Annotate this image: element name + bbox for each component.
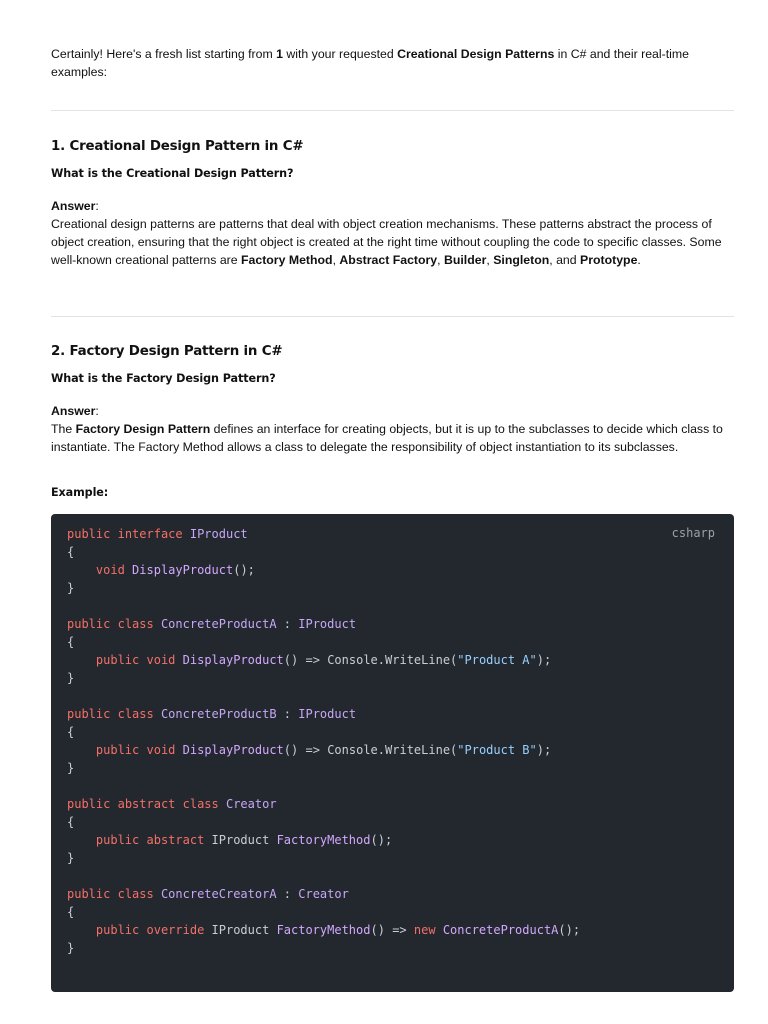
code-line (67, 687, 580, 705)
code-line: } (67, 581, 75, 595)
code-line: public abstract IProduct FactoryMethod(); (95, 833, 393, 847)
pattern-builder: Builder (444, 253, 487, 267)
code-line (67, 777, 580, 795)
separator: , (486, 253, 494, 267)
intro-bold-1: 1 (276, 47, 283, 61)
answer-label: Answer (51, 199, 96, 213)
code-line: public void DisplayProduct() => Console.WriteLine("Product B"); (95, 743, 552, 757)
section-1-heading: 1. Creational Design Pattern in C# (51, 139, 304, 154)
code-line: { (67, 635, 75, 649)
code-language-label: csharp (671, 526, 715, 540)
intro-text-3: in C# and their real-time examples: (51, 47, 689, 79)
pattern-singleton: Singleton (493, 253, 550, 267)
code-line: } (67, 851, 75, 865)
code-line: { (67, 815, 75, 829)
code-line: public class ConcreteProductA : IProduct (67, 617, 357, 631)
sentence-end: . (637, 253, 641, 267)
example-label: Example: (51, 486, 109, 499)
section-1-question: What is the Creational Design Pattern? (51, 167, 294, 180)
answer-bold-term: Factory Design Pattern (75, 422, 211, 436)
code-line: public void DisplayProduct() => Console.WriteLine("Product A"); (95, 653, 552, 667)
code-line: } (67, 671, 75, 685)
section-2-answer (51, 402, 734, 456)
code-line: public interface IProduct (67, 527, 248, 541)
answer-text (51, 420, 734, 456)
answer-colon: : (95, 199, 99, 213)
pattern-abstract-factory: Abstract Factory (339, 253, 438, 267)
answer-label-line (51, 197, 734, 215)
answer-label-line (51, 402, 734, 420)
code-line: } (67, 761, 75, 775)
code-line: { (67, 905, 75, 919)
intro-paragraph (51, 45, 734, 81)
answer-label: Answer (51, 404, 96, 418)
separator: , and (549, 253, 581, 267)
code-block[interactable] (51, 514, 734, 992)
intro-text-1: Certainly! Here's a fresh list starting from (51, 47, 277, 61)
code-line: { (67, 725, 75, 739)
answer-body: Creational design patterns are patterns that deal with object creation mechanisms. These patterns abstract the process of object creation, ensuring that the right object is created at the right time without coupling the code to specific classes. Some well-known creational patterns are (51, 217, 722, 267)
separator: , (437, 253, 444, 267)
intro-bold-2: Creational Design Patterns (397, 47, 555, 61)
divider (51, 316, 734, 317)
answer-body: defines an interface for creating objects, but it is up to the subclasses to decide which class to instantiate. The Factory Method allows a class to delegate the responsibility of object instantiation to its subclasses. (51, 422, 723, 454)
code-line: public class ConcreteProductB : IProduct (67, 707, 357, 721)
divider (51, 110, 734, 111)
answer-prefix: The (51, 422, 76, 436)
code-line: { (67, 545, 75, 559)
section-1-answer (51, 197, 734, 269)
section-2-heading: 2. Factory Design Pattern in C# (51, 344, 283, 359)
code-line (67, 597, 580, 615)
separator: , (332, 253, 340, 267)
answer-colon: : (95, 404, 99, 418)
pattern-factory-method: Factory Method (241, 253, 333, 267)
answer-text (51, 215, 734, 269)
code-content[interactable] (67, 525, 580, 957)
code-line: public abstract class Creator (67, 797, 277, 811)
pattern-prototype: Prototype (580, 253, 638, 267)
code-line: public class ConcreteCreatorA : Creator (67, 887, 349, 901)
intro-text-2: with your requested (282, 47, 398, 61)
code-line: } (67, 941, 75, 955)
section-2-question: What is the Factory Design Pattern? (51, 372, 276, 385)
code-line: void DisplayProduct(); (95, 563, 255, 577)
code-line: public override IProduct FactoryMethod() => new ConcreteProductA(); (95, 923, 581, 937)
code-line (67, 867, 580, 885)
